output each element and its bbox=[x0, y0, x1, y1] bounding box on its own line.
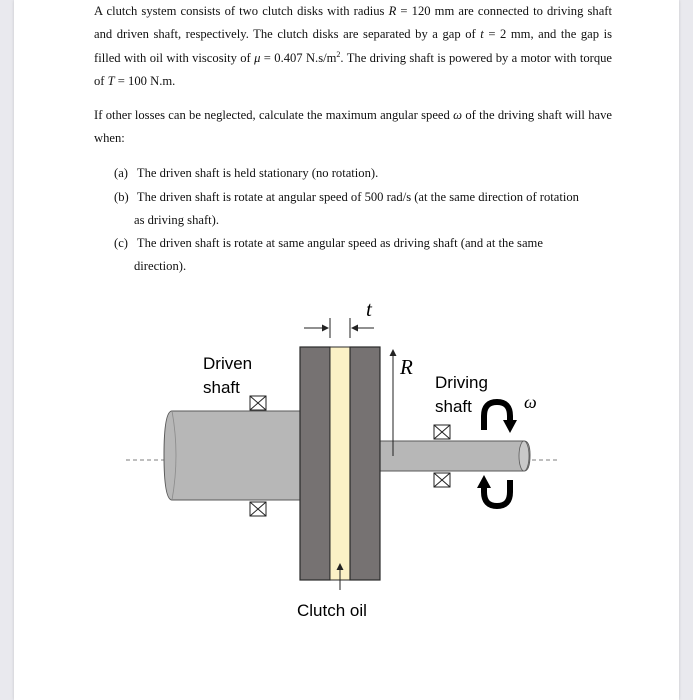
item-text: The driven shaft is rotate at angular speed of 500 rad/s (at the same direction of rotation bbox=[136, 190, 579, 204]
driving-clutch-disk bbox=[350, 347, 380, 580]
item-label: (a) bbox=[114, 166, 128, 180]
document-page bbox=[14, 0, 679, 700]
driving-label: Driving bbox=[435, 373, 488, 392]
symbol-R: R bbox=[388, 4, 397, 18]
text-span: of the driving shaft will have when: bbox=[94, 108, 612, 146]
text-span: = 0.407 N.s/m bbox=[260, 50, 337, 65]
driven-label: shaft bbox=[203, 378, 240, 397]
oil-label: Clutch oil bbox=[297, 601, 367, 620]
symbol-t: t bbox=[480, 27, 484, 42]
question-item-c bbox=[114, 232, 612, 279]
item-label: (b) bbox=[114, 190, 129, 204]
text-span: = 100 N.m. bbox=[114, 74, 176, 89]
gap-symbol: t bbox=[366, 297, 372, 321]
problem-paragraph-1 bbox=[94, 0, 612, 94]
bearing-icon bbox=[250, 396, 266, 410]
driving-shaft bbox=[376, 441, 530, 471]
driven-shaft bbox=[164, 411, 300, 500]
clutch-oil-gap bbox=[330, 347, 350, 580]
item-text: The driven shaft is held stationary (no rotation). bbox=[136, 166, 379, 180]
question-item-a bbox=[114, 162, 612, 185]
exponent: 2 bbox=[336, 49, 341, 59]
bearing-icon bbox=[434, 473, 450, 487]
symbol-omega: ω bbox=[453, 108, 463, 122]
item-text: The driven shaft is rotate at same angular speed as driving shaft (and at the same bbox=[136, 236, 543, 250]
driven-label: Driven bbox=[203, 354, 253, 373]
clutch-diagram bbox=[14, 290, 679, 630]
problem-paragraph-2 bbox=[94, 104, 612, 151]
gap-dimension bbox=[304, 318, 374, 338]
driven-clutch-disk bbox=[300, 347, 330, 580]
question-item-b bbox=[114, 186, 612, 233]
text-span: = 120 mm are connected to driving shaft and driven shaft, respectively. The clutch disks are separated by a gap of bbox=[94, 4, 612, 42]
symbol-T: T bbox=[107, 74, 115, 89]
bearing-icon bbox=[434, 425, 450, 439]
item-text-continued: as driving shaft). bbox=[134, 213, 219, 228]
symbol-mu: μ bbox=[254, 50, 261, 65]
radius-symbol: R bbox=[400, 355, 413, 379]
bearing-icon bbox=[250, 502, 266, 516]
item-label: (c) bbox=[114, 236, 128, 250]
driving-label: shaft bbox=[435, 397, 472, 416]
text-span: = 2 mm, and the gap is filled with oil with viscosity of bbox=[94, 27, 612, 65]
item-text-continued: direction). bbox=[134, 259, 187, 274]
text-span: A clutch system consists of two clutch disks with radius bbox=[94, 4, 389, 18]
text-span: If other losses can be neglected, calculate the maximum angular speed bbox=[94, 108, 454, 122]
text-span: . The driving shaft is powered by a motor with torque of bbox=[94, 50, 613, 89]
omega-symbol: ω bbox=[524, 392, 537, 412]
